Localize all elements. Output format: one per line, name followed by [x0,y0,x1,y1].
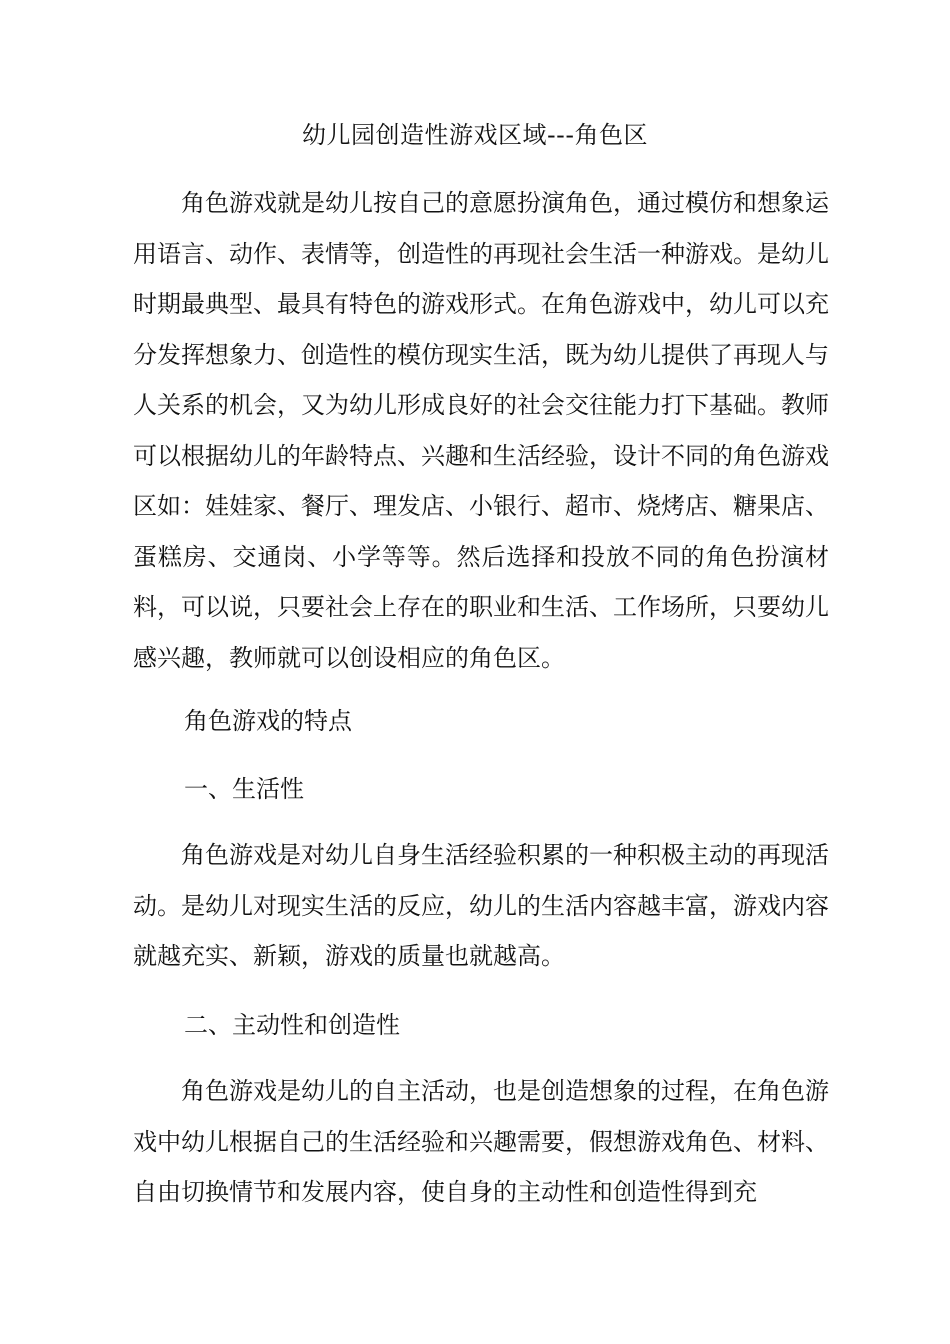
heading-initiative-creativity: 二、主动性和创造性 [184,1011,400,1039]
paragraph-life-nature: 角色游戏是对幼儿自身生活经验积累的一种积极主动的再现活动。是幼儿对现实生活的反应，幼儿的生活内容越丰富，游戏内容就越充实、新颖，游戏的质量也就越高。 [133,841,829,970]
heading-life-nature: 一、生活性 [184,775,304,803]
paragraph-role-play-definition: 角色游戏就是幼儿按自己的意愿扮演角色，通过模仿和想象运用语言、动作、表情等，创造性的再现社会生活一种游戏。是幼儿时期最典型、最具有特色的游戏形式。在角色游戏中，幼儿可以充分发挥想象力、创造性的模仿现实生活，既为幼儿提供了再现人与人关系的机会，又为幼儿形成良好的社会交往能力打下基础。教师可以根据幼儿的年龄特点、兴趣和生活经验，设计不同的角色游戏区如：娃娃家、餐厅、理发店、小银行、超市、烧烤店、糖果店、蛋糕房、交通岗、小学等等。然后选择和投放不同的角色扮演材料，可以说，只要社会上存在的职业和生活、工作场所，只要幼儿感兴趣，教师就可以创设相应的角色区。 [133,189,829,672]
document-title: 幼儿园创造性游戏区域---角色区 [302,121,648,149]
paragraph-initiative-creativity: 角色游戏是幼儿的自主活动，也是创造想象的过程，在角色游戏中幼儿根据自己的生活经验和兴趣需要，假想游戏角色、材料、自由切换情节和发展内容，使自身的主动性和创造性得到充 [133,1077,829,1206]
heading-features: 角色游戏的特点 [184,707,352,735]
